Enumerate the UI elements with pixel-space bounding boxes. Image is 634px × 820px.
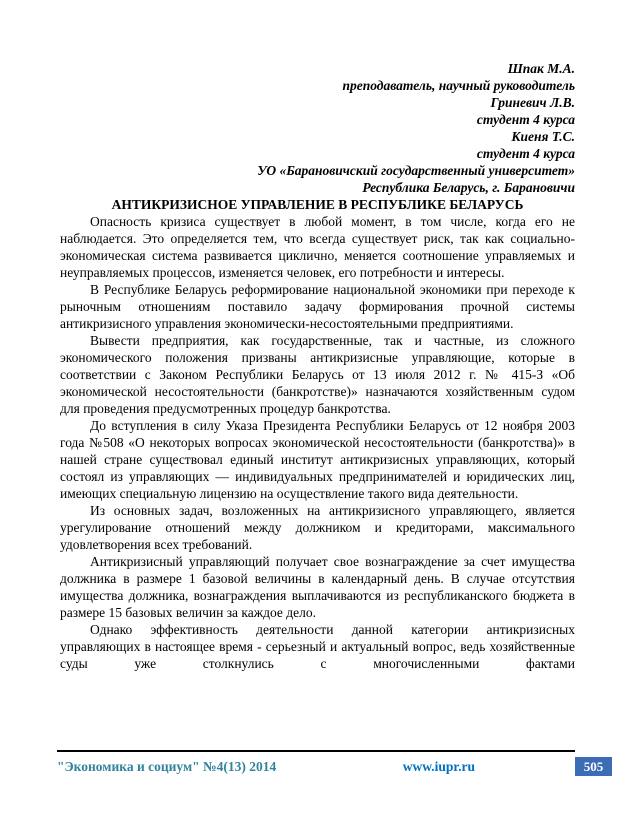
paragraph: Вывести предприятия, как государственные, так и частные, из сложного экономического положения призваны антикризисные управляющие, которые в соответствии с Законом Республики Беларусь от 13 июля 2012 г. № 415-З «Об экономической несостоятельности (банкротстве)» назначаются хозяйственным судом для проведения предусмотренных процедур банкротства. xyxy=(60,333,575,416)
journal-name: "Экономика и социум" №4(13) 2014 xyxy=(57,758,277,774)
footer-divider xyxy=(57,750,575,752)
author-role: студент 4 курса xyxy=(476,112,575,127)
affiliation: УО «Барановичский государственный университет» xyxy=(257,163,575,178)
affiliation-location: Республика Беларусь, г. Барановичи xyxy=(362,180,575,195)
paper-body xyxy=(60,213,575,672)
paragraph: Антикризисный управляющий получает свое вознаграждение за счет имущества должника в размере 1 базовой величины в календарный день. В случае отсутствия имущества должника, вознаграждения выплачиваются из республиканского бюджета в размере 15 базовых величин за каждое дело. xyxy=(60,554,575,620)
page-number-badge: 505 xyxy=(575,757,612,776)
author-role: студент 4 курса xyxy=(476,146,575,161)
author-name: Киеня Т.С. xyxy=(511,129,575,144)
author-role: преподаватель, научный руководитель xyxy=(342,78,575,93)
paragraph: Из основных задач, возложенных на антикризисного управляющего, является урегулирование отношений между должником и кредиторами, максимального удовлетворения всех требований. xyxy=(60,503,575,552)
author-name: Гриневич Л.В. xyxy=(490,95,575,110)
paragraph: Опасность кризиса существует в любой момент, в том числе, когда его не наблюдается. Это определяется тем, что всегда существует риск, так как социально-экономическая система развивается циклично, меняется соотношение управляемых и неуправляемых процессов, изменяется человек, его потребности и интересы. xyxy=(60,214,575,280)
author-name: Шпак М.А. xyxy=(507,61,575,76)
page-footer xyxy=(57,750,612,776)
journal-url-link[interactable]: www.iupr.ru xyxy=(402,758,475,774)
paragraph: В Республике Беларусь реформирование национальной экономики при переходе к рыночным отношениям поставило задачу формирования прочной системы антикризисного управления экономически-несостоятельными предприятиями. xyxy=(60,282,575,331)
footer-row xyxy=(57,757,612,776)
paragraph: До вступления в силу Указа Президента Республики Беларусь от 12 ноября 2003 года №508 «О некоторых вопросах экономической несостоятельности (банкротства)» в нашей стране существовал единый институт антикризисных управляющих, который состоял из управляющих — индивидуальных предпринимателей и юридических лиц, имеющих специальную лицензию на осуществление такого вида деятельности. xyxy=(60,418,575,501)
author-block xyxy=(60,60,575,196)
paragraph: Однако эффективность деятельности данной категории антикризисных управляющих в настоящее время - серьезный и актуальный вопрос, ведь хозяйственные суды уже столкнулись с многочисленными фактами xyxy=(60,622,575,671)
paper-title: АНТИКРИЗИСНОЕ УПРАВЛЕНИЕ В РЕСПУБЛИКЕ БЕЛАРУСЬ xyxy=(111,197,524,212)
